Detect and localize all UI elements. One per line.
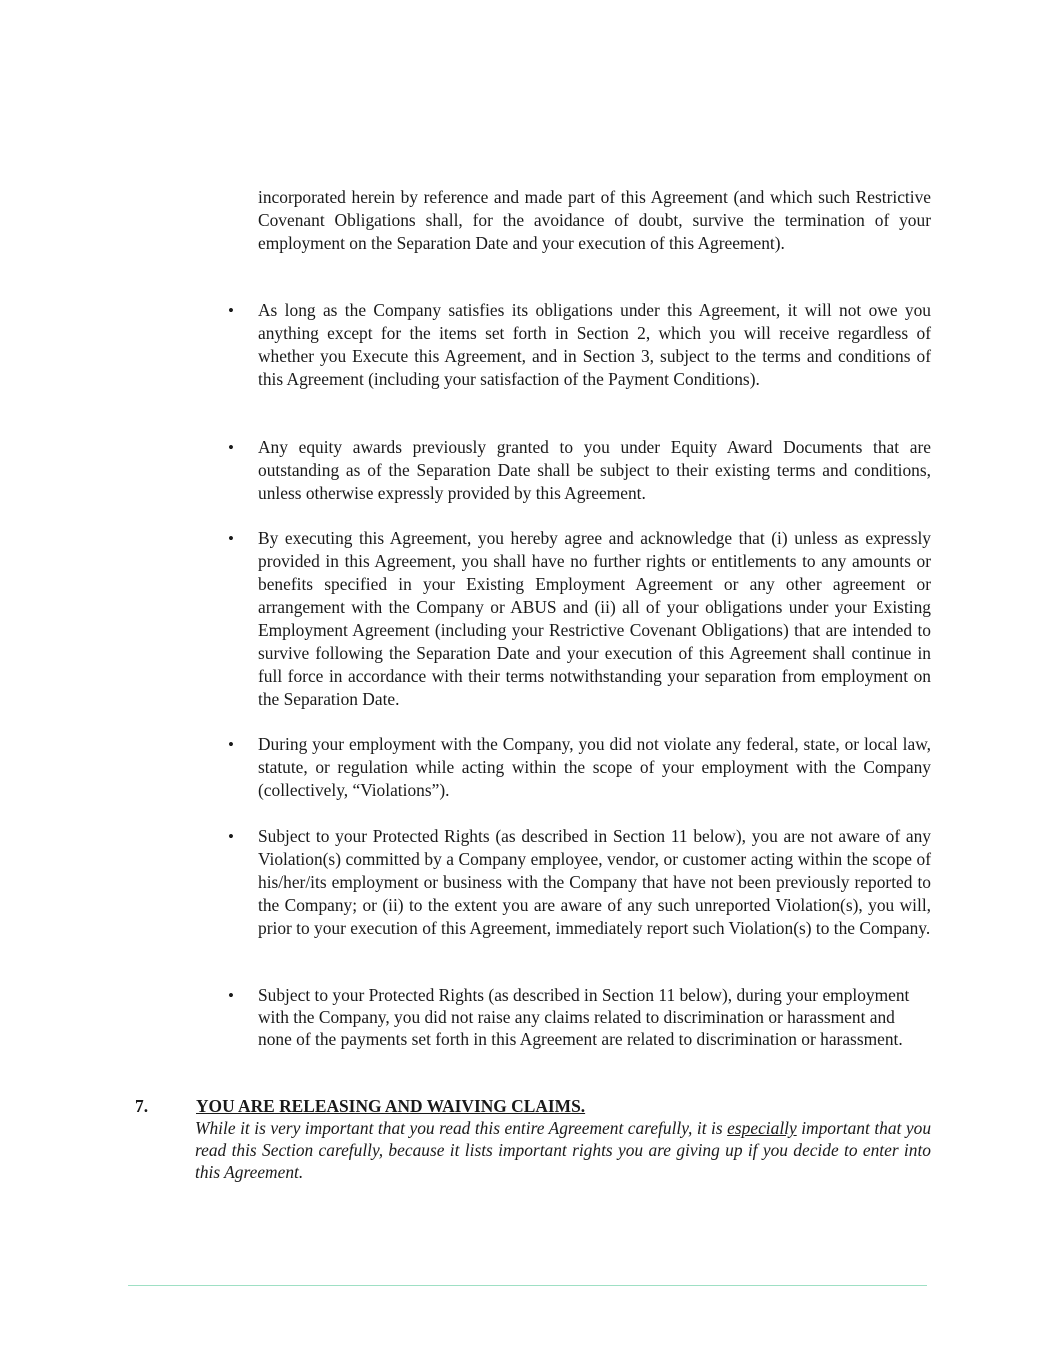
bullet-marker: • xyxy=(228,986,234,1005)
section-intro xyxy=(195,1117,931,1183)
bullet-marker: • xyxy=(228,827,234,846)
bullet-paragraph: By executing this Agreement, you hereby agree and acknowledge that (i) unless as expressly provided in this Agreement, you shall have no further rights or entitlements to any amounts or benefits specified in your Existing Employment Agreement or any other agreement or arrangement with the Company or ABUS and (ii) all of your obligations under your Existing Employment Agreement (including your Restrictive Covenant Obligations) that are intended to survive following the Separation Date and your execution of this Agreement shall continue in full force in accordance with their terms notwithstanding your separation from employment on the Separation Date. xyxy=(258,528,931,709)
footer-rule xyxy=(128,1285,927,1286)
bullet-marker: • xyxy=(228,438,234,457)
bullet-paragraph: As long as the Company satisfies its obligations under this Agreement, it will not owe you anything except for the items set forth in Section 2, which you will receive regardless of whether you Execute this Agreement, and in Section 3, subject to the terms and conditions of this Agreement (including your satisfaction of the Payment Conditions). xyxy=(258,300,931,389)
bullet-paragraph: Subject to your Protected Rights (as described in Section 11 below), you are not aware of any Violation(s) committed by a Company employee, vendor, or customer acting within the scope of his/her/its employment or business with the Company that have not been previously reported to the Company; or (ii) to the extent you are aware of any such unreported Violation(s), you will, prior to your execution of this Agreement, immediately report such Violation(s) to the Company. xyxy=(258,826,931,938)
bullet-marker: • xyxy=(228,529,234,548)
section-intro-text: important that you read this Section carefully, because it lists important rights you are giving up if you decide to enter into this Agreement. xyxy=(195,1118,932,1182)
section-heading: YOU ARE RELEASING AND WAIVING CLAIMS. xyxy=(196,1096,586,1116)
bullet-paragraph: Any equity awards previously granted to you under Equity Award Documents that are outstanding as of the Separation Date shall be subject to their existing terms and conditions, unless otherwise expressly provided by this Agreement. xyxy=(258,437,931,503)
bullet-paragraph: During your employment with the Company, you did not violate any federal, state, or local law, statute, or regulation while acting within the scope of your employment with the Company (collectively, “Violations”). xyxy=(258,734,931,800)
section-intro-emphasis: especially xyxy=(727,1118,797,1138)
bullet-paragraph: Subject to your Protected Rights (as described in Section 11 below), during your employment with the Company, you did not raise any claims related to discrimination or harassment and none of the payments set forth in this Agreement are related to discrimination or harassment. xyxy=(258,985,910,1049)
section-number: 7. xyxy=(135,1096,149,1116)
section-intro-text: While it is very important that you read this entire Agreement carefully, it is xyxy=(195,1118,728,1138)
bullet-marker: • xyxy=(228,735,234,754)
continuation-paragraph: incorporated herein by reference and made part of this Agreement (and which such Restrictive Covenant Obligations shall, for the avoidance of doubt, survive the termination of your employment on the Separation Date and your execution of this Agreement). xyxy=(258,187,931,253)
bullet-marker: • xyxy=(228,301,234,320)
